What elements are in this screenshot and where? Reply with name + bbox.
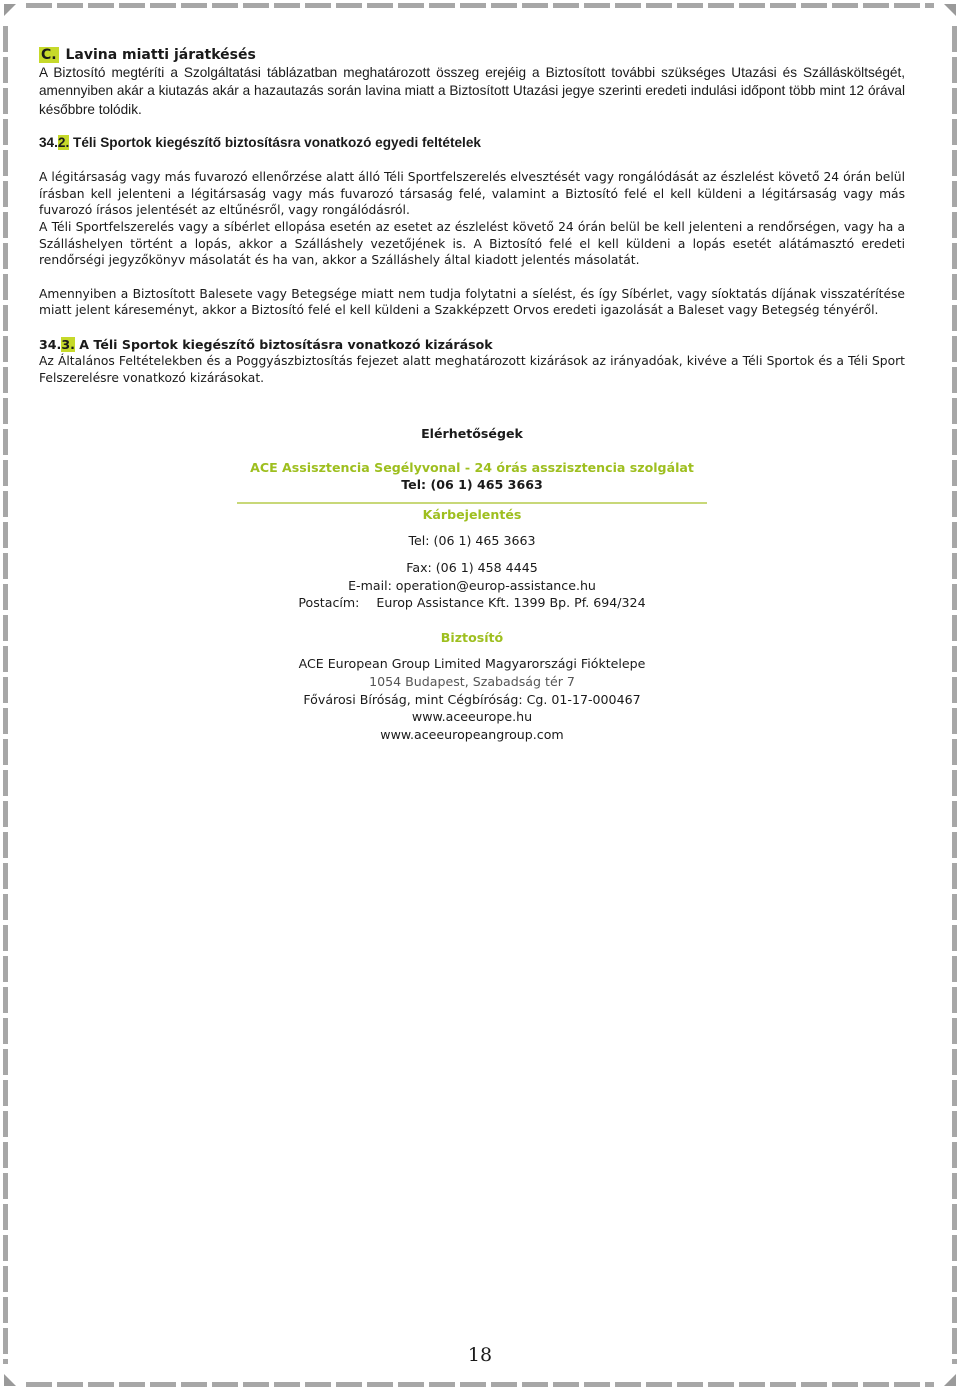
document-body <box>39 46 905 386</box>
corner-ornament-icon <box>2 2 20 20</box>
section-34-2-number-a: 34. <box>39 135 58 151</box>
contacts-divider <box>237 502 707 504</box>
claims-fax: Fax: (06 1) 458 4445 <box>406 559 538 575</box>
page-frame-right-border <box>952 26 957 1364</box>
postal-value: Europ Assistance Kft. 1399 Bp. Pf. 694/324 <box>376 595 646 611</box>
claims-postal-address <box>39 594 905 612</box>
section-34-3-number-a: 34. <box>39 336 62 352</box>
contacts-block <box>39 425 905 743</box>
insurer-name: ACE European Group Limited Magyarországi Fióktelepe <box>298 656 646 672</box>
postal-label: Postacím: <box>298 595 360 611</box>
assistance-title: ACE Assisztencia Segélyvonal - 24 órás asszisztencia szolgálat <box>250 459 694 475</box>
contacts-heading: Elérhetőségek <box>421 426 523 441</box>
section-34-2-paragraph-3: Amennyiben a Biztosított Balesete vagy Betegsége miatt nem tudja folytatni a síelést, és így Síbérlet, vagy síoktatás díjának visszatérítése miatt jelent káreseményt, akkor a Biztosító felé el kell küldeni a Szakképzett Orvos eredeti igazolását a Baleset vagy Betegség tényéről. <box>39 286 905 318</box>
corner-ornament-icon <box>2 1370 20 1388</box>
section-34-2-paragraph-1: A légitársaság vagy más fuvarozó ellenőrzése alatt álló Téli Sportfelszerelés elvesztését vagy rongálódását az észlelést követő 24 órán belül írásban kell jelenteni a légitársaság vagy más fuvarozó társaság felé, valamint a Biztosító felé el kell küldeni a légitársaság vagy más fuvarozó írásos jelentését az eltűnésről, vagy rongálódásról. <box>39 170 905 218</box>
insurer-website-1[interactable]: www.aceeurope.hu <box>411 709 533 725</box>
corner-ornament-icon <box>940 1370 958 1388</box>
section-34-3-number-b: 3. <box>61 336 75 352</box>
insurer-title: Biztosító <box>440 629 504 645</box>
section-34-3-body: Az Általános Feltételekben és a Poggyászbiztosítás fejezet alatt meghatározott kizárások az irányadóak, kivéve a Téli Sportok és a Téli Sport Felszerelésre vonatkozó kizárásokat. <box>39 353 905 385</box>
corner-ornament-icon <box>940 2 958 20</box>
page-number: 18 <box>467 1344 493 1366</box>
section-c-heading <box>39 46 905 64</box>
claims-phone: Tel: (06 1) 465 3663 <box>408 533 536 549</box>
section-34-2-title: Téli Sportok kiegészítő biztosításra vonatkozó egyedi feltételek <box>73 135 481 151</box>
section-c-letter: C. <box>41 47 57 63</box>
claims-email: E-mail: operation@europ-assistance.hu <box>348 577 596 593</box>
page-frame-left-border <box>3 26 8 1364</box>
insurer-registry: Fővárosi Bíróság, mint Cégbíróság: Cg. 01-17-000467 <box>303 691 641 707</box>
section-34-2-paragraph-2: A Téli Sportfelszerelés vagy a síbérlet ellopása esetén az esetet az észlelést követő 24 órán belül be kell jelenteni a rendőrségen, vagy ha a Szálláshelyen történt a lopás, akkor a Szálláshely vezetőjének is. A Biztosító felé el kell küldeni a lopás esetét alátámasztó eredeti rendőrségi jegyzőkönyv másolatát és ha van, akkor a Szálláshely által kiadott jelentés másolatát. <box>39 220 905 268</box>
assistance-phone: Tel: (06 1) 465 3663 <box>401 477 543 493</box>
section-34-3-title: A Téli Sportok kiegészítő biztosításra vonatkozó kizárások <box>79 336 493 352</box>
section-c-title: Lavina miatti járatkésés <box>65 47 256 63</box>
page-frame-top-border <box>26 3 934 8</box>
claims-title: Kárbejelentés <box>422 506 522 522</box>
insurer-address: 1054 Budapest, Szabadság tér 7 <box>369 673 575 689</box>
page-frame-bottom-border <box>26 1382 934 1387</box>
insurer-website-2[interactable]: www.aceeuropeangroup.com <box>380 726 564 742</box>
section-34-2-number-b: 2. <box>57 135 70 151</box>
section-34-2-heading <box>39 134 905 152</box>
section-34-3-heading <box>39 336 905 353</box>
section-c-body: A Biztosító megtéríti a Szolgáltatási táblázatban meghatározott összeg erejéig a Biztosított további szükséges Utazási és Szállásköltségét, amennyiben akár a kiutazás akár a hazautazás során lavina miatt a Biztosított Utazási jegye szerinti eredeti indulási időpont több mint 12 órával későbbre tolódik. <box>39 65 905 117</box>
